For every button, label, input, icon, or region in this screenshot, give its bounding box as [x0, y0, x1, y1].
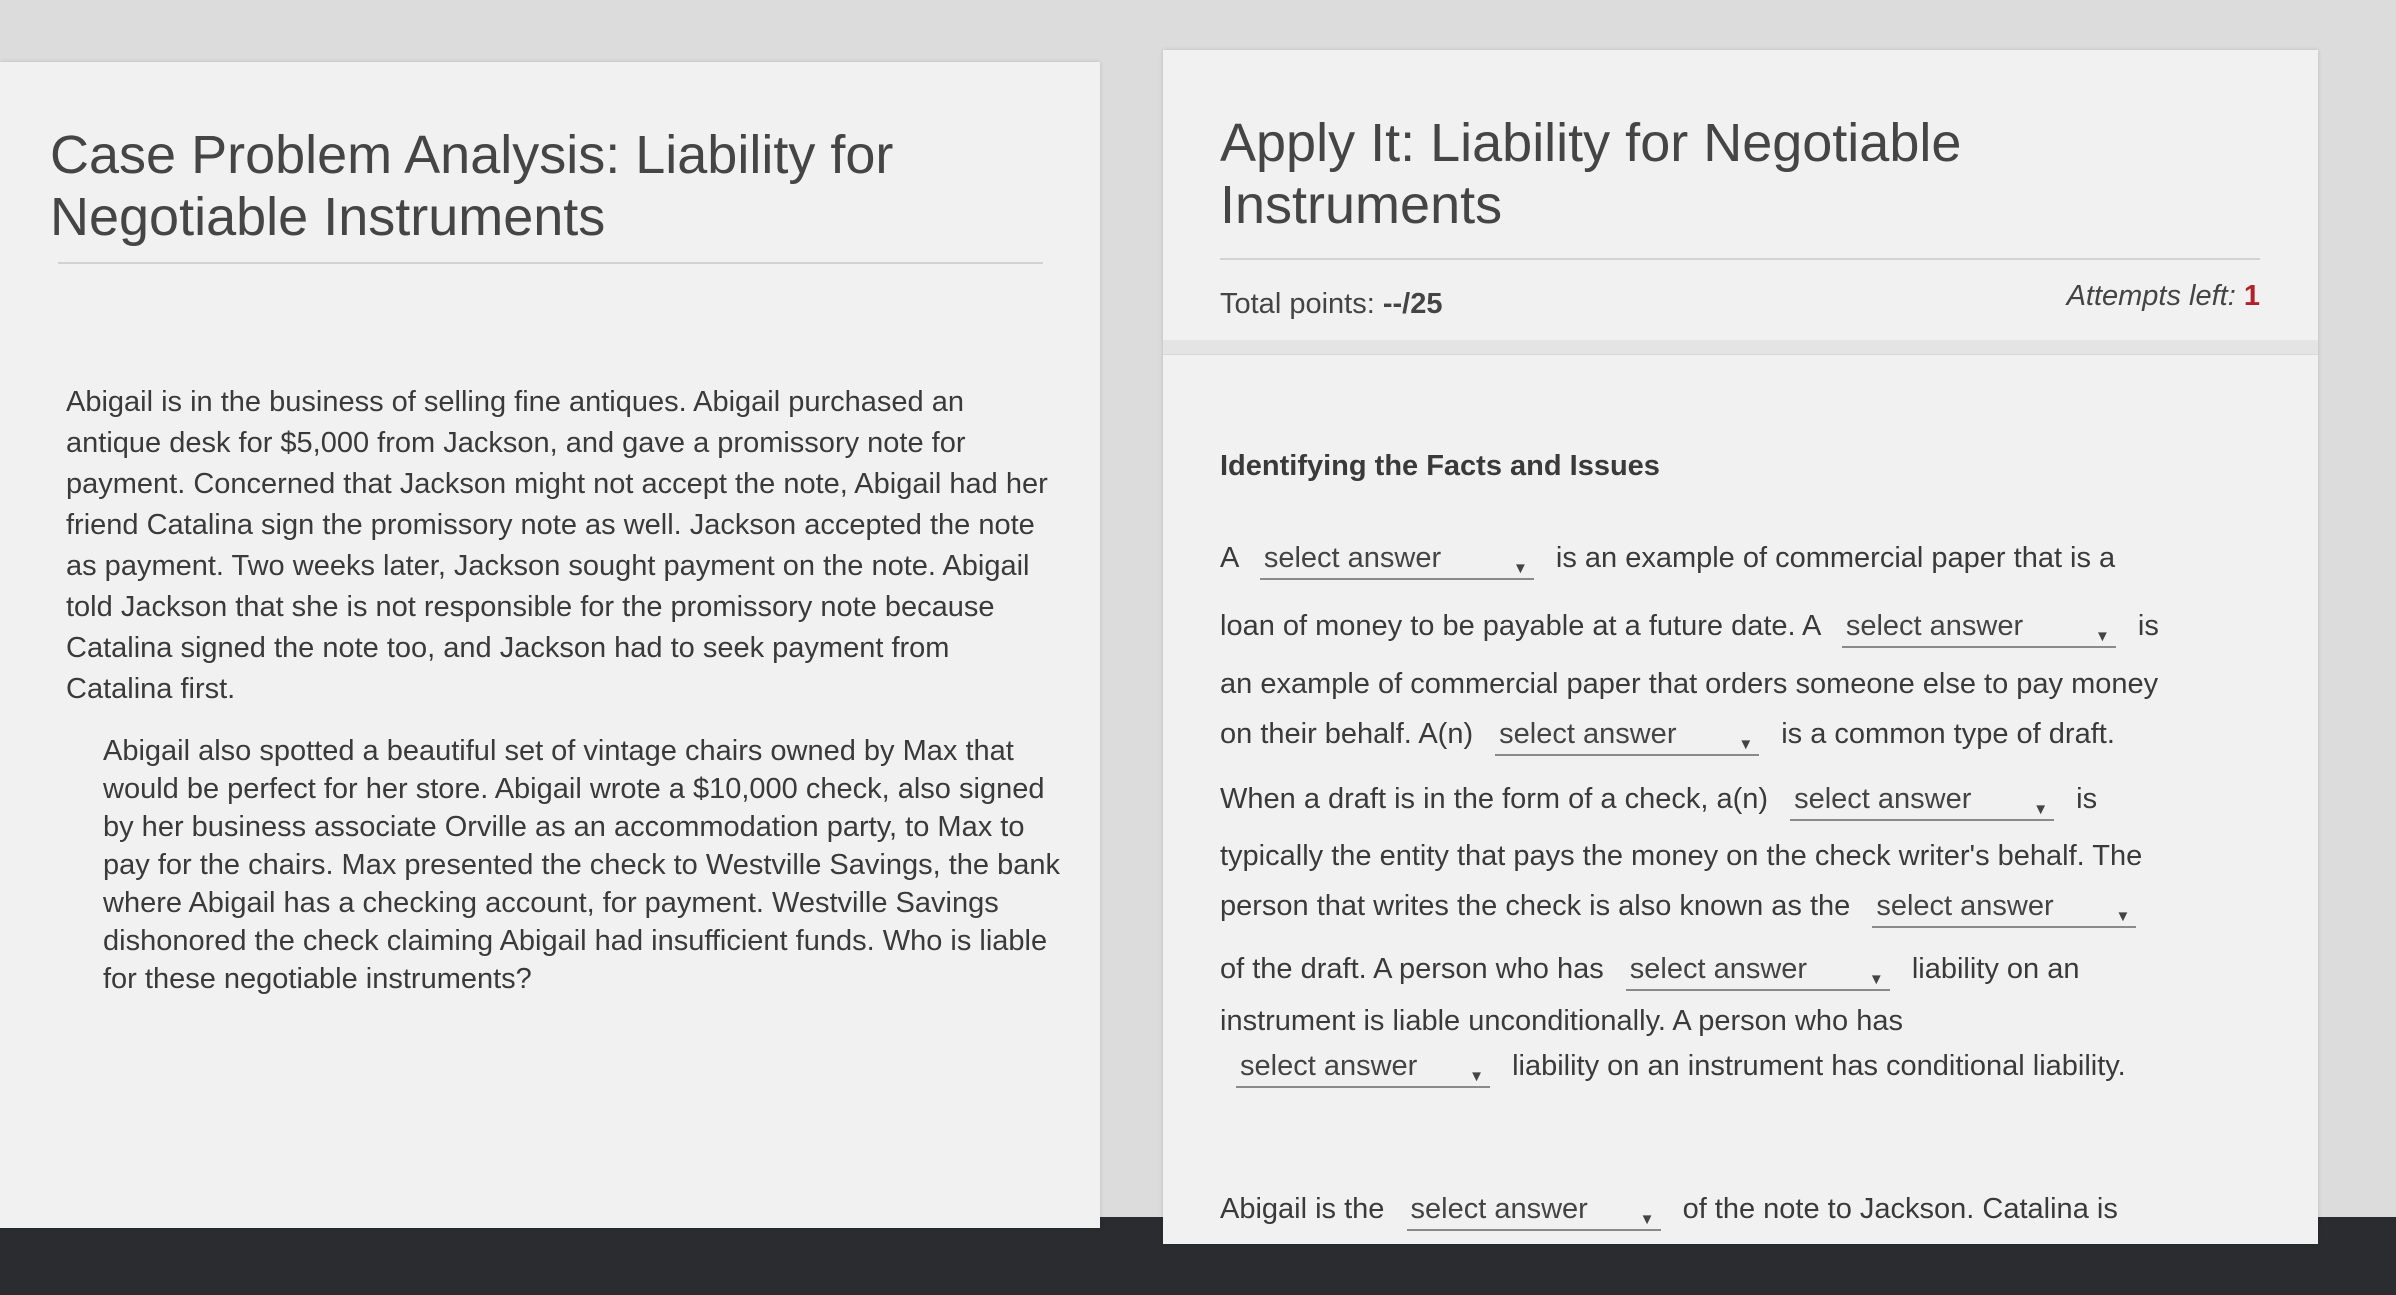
case-problem-title: Case Problem Analysis: Liability for Negotiable Instruments — [50, 125, 894, 247]
line-text: on their behalf. A(n) — [1220, 718, 1474, 750]
question-line-3 — [1220, 668, 2158, 701]
total-points-value: --/25 — [1382, 288, 1443, 320]
line-text: A — [1220, 542, 1238, 574]
answer-select-7[interactable] — [1236, 1050, 1490, 1088]
question-line-6 — [1220, 840, 2142, 873]
chevron-down-icon: ▼ — [1868, 971, 1884, 988]
answer-select-2[interactable] — [1842, 610, 2116, 648]
line-text: an example of commercial paper that orders someone else to pay money — [1220, 668, 2159, 700]
answer-select-6[interactable] — [1626, 953, 1890, 991]
select-placeholder: select answer — [1629, 953, 1808, 985]
select-placeholder: select answer — [1876, 890, 2054, 922]
line-text: is — [2076, 783, 2098, 815]
select-placeholder: select answer — [1794, 783, 1972, 815]
section-heading: Identifying the Facts and Issues — [1220, 450, 1660, 482]
question-line-7 — [1220, 890, 2150, 928]
answer-select-5[interactable] — [1872, 890, 2136, 928]
chevron-down-icon: ▼ — [1738, 736, 1754, 753]
line-text: is an example of commercial paper that is a — [1555, 542, 2116, 574]
question-line-10 — [1236, 1050, 2126, 1088]
question-line-8 — [1220, 953, 2079, 991]
case-paragraph-1-text: Abigail is in the business of selling fine antiques. Abigail purchased an antique desk for $5,000 from Jackson, and gave a promissory note for payment. Concerned that Jackson might not accept the note, Abigail had her friend Catalina sign the promissory note as well. Jackson accepted the note as payment. Two weeks later, Jackson sought payment on the note. Abigail told Jackson that she is not responsible for the promissory note because Catalina signed the note too, and Jackson had to seek payment from Catalina first. — [66, 386, 1048, 705]
answer-select-3[interactable] — [1495, 718, 1759, 756]
line-text: is — [2137, 610, 2159, 642]
line-text: loan of money to be payable at a future date. A — [1220, 610, 1820, 642]
line-text: Abigail is the — [1220, 1193, 1385, 1225]
total-points — [1220, 288, 1442, 321]
apply-it-panel — [1163, 50, 2318, 1244]
chevron-down-icon: ▼ — [2033, 801, 2049, 818]
chevron-down-icon: ▼ — [2094, 628, 2110, 645]
question-line-4 — [1220, 718, 2115, 756]
title-divider — [1220, 258, 2260, 260]
line-text: typically the entity that pays the money on the check writer's behalf. The — [1220, 840, 2143, 872]
line-text: instrument is liable unconditionally. A person who has — [1220, 1005, 1903, 1037]
line-text: is a common type of draft. — [1781, 718, 2115, 750]
apply-it-title: Apply It: Liability for Negotiable Instruments — [1220, 113, 1962, 235]
select-placeholder: select answer — [1410, 1193, 1588, 1225]
header-divider — [1163, 340, 2318, 355]
question-line-11 — [1220, 1193, 2118, 1231]
case-paragraph-2 — [103, 732, 1063, 998]
select-placeholder: select answer — [1240, 1050, 1418, 1082]
total-points-label: Total points: — [1220, 288, 1383, 320]
answer-select-4[interactable] — [1790, 783, 2054, 821]
line-text: When a draft is in the form of a check, a(n) — [1220, 783, 1769, 815]
chevron-down-icon: ▼ — [1512, 560, 1528, 577]
answer-select-1[interactable] — [1260, 542, 1534, 580]
chevron-down-icon: ▼ — [1639, 1211, 1655, 1228]
line-text: liability on an instrument has conditional liability. — [1512, 1050, 2126, 1082]
line-text: person that writes the check is also known as the — [1220, 890, 1851, 922]
question-line-5 — [1220, 783, 2097, 821]
question-line-2 — [1220, 610, 2159, 648]
question-line-9 — [1220, 1005, 1903, 1038]
chevron-down-icon: ▼ — [2115, 908, 2131, 925]
attempts-left-label: Attempts left: — [2066, 280, 2244, 312]
question-line-1 — [1220, 542, 2115, 580]
select-placeholder: select answer — [1263, 542, 1442, 574]
select-placeholder: select answer — [1499, 718, 1677, 750]
case-problem-panel — [0, 62, 1100, 1228]
chevron-down-icon: ▼ — [1469, 1068, 1484, 1085]
case-paragraph-1 — [66, 382, 1056, 710]
title-divider — [58, 262, 1043, 264]
attempts-left — [2067, 280, 2260, 313]
attempts-left-value: 1 — [2243, 280, 2260, 312]
line-text: of the note to Jackson. Catalina is — [1682, 1193, 2118, 1225]
line-text: liability on an — [1911, 953, 2080, 985]
case-paragraph-2-text: Abigail also spotted a beautiful set of vintage chairs owned by Max that would be perfect for her store. Abigail wrote a $10,000 check, also signed by her business associate Orville as an accommodation party, to Max to pay for the chairs. Max presented the check to Westville Savings, the bank where Abigail has a checking account, for payment. Westville Savings dishonored the check claiming Abigail had insufficient funds. Who is liable for these negotiable instruments? — [103, 735, 1060, 995]
answer-select-8[interactable] — [1407, 1193, 1661, 1231]
select-placeholder: select answer — [1845, 610, 2024, 642]
line-text: of the draft. A person who has — [1220, 953, 1604, 985]
